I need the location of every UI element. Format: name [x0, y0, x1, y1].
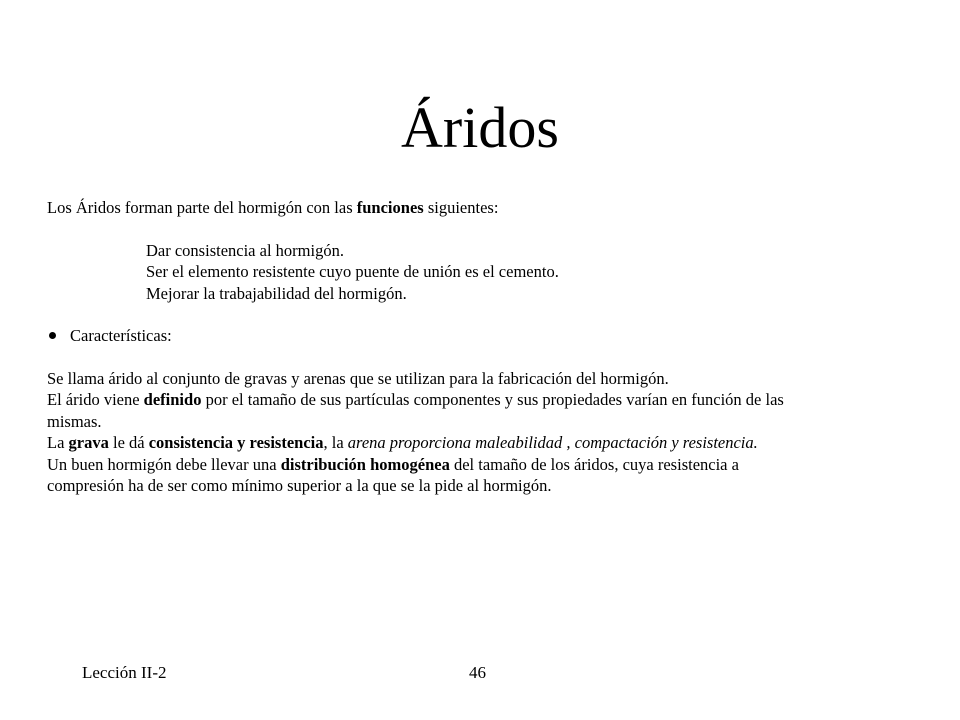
text-span: del tamaño de los áridos, cuya resistencia a	[449, 454, 739, 474]
italic-text: arena proporciona maleabilidad , compactación y resistencia.	[347, 433, 758, 452]
bold-term: consistencia y resistencia	[148, 433, 324, 452]
bold-term: distribución homogénea	[280, 454, 450, 474]
function-item: Dar consistencia al hormigón.	[146, 240, 344, 260]
spacer	[47, 304, 927, 325]
page-title: Áridos	[401, 95, 559, 160]
text-span: , la	[323, 433, 348, 452]
paragraph-line: mismas.	[47, 411, 102, 431]
function-item: Mejorar la trabajabilidad del hormigón.	[146, 283, 407, 303]
function-item: Ser el elemento resistente cuyo puente de unión es el cemento.	[146, 262, 559, 281]
intro-bold: funciones	[356, 198, 424, 217]
paragraph-line	[47, 389, 927, 411]
slide-body	[47, 197, 927, 497]
text-span: El árido viene	[47, 390, 144, 409]
paragraph-line	[47, 432, 927, 454]
bold-term: grava	[68, 433, 109, 452]
intro-text: Los Áridos forman parte del hormigón con las	[47, 198, 357, 217]
bullet-icon	[49, 332, 56, 339]
spacer	[47, 219, 927, 240]
text-span: le dá	[108, 433, 149, 452]
text-span: por el tamaño de sus partículas componentes y sus propiedades varían en función de las	[201, 390, 784, 409]
footer-lesson: Lección II-2	[82, 663, 167, 682]
bold-term: definido	[143, 390, 202, 409]
paragraph-line: Se llama árido al conjunto de gravas y arenas que se utilizan para la fabricación del hormigón.	[47, 368, 669, 388]
characteristics-label: Características:	[70, 326, 172, 345]
page-number: 46	[469, 663, 486, 682]
text-span: Un buen hormigón debe llevar una	[47, 454, 281, 474]
intro-text-end: siguientes:	[423, 198, 499, 217]
intro-line	[47, 197, 927, 219]
paragraph-line	[47, 454, 927, 476]
paragraph-line: compresión ha de ser como mínimo superior a la que se la pide al hormigón.	[47, 476, 552, 495]
spacer	[47, 347, 927, 368]
characteristics-bullet	[47, 325, 927, 347]
text-span: La	[47, 433, 69, 452]
